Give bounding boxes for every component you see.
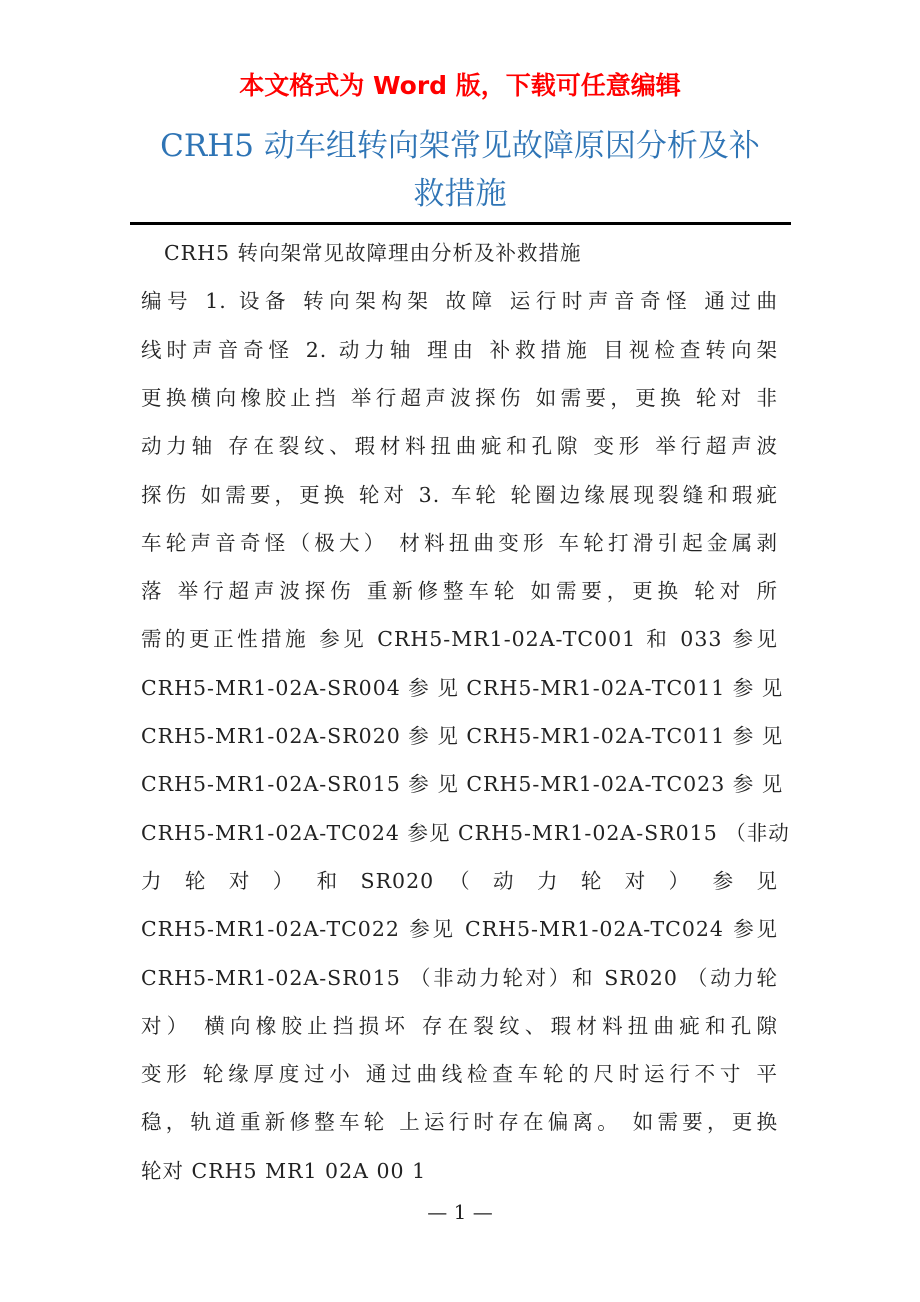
body-text-line: CRH5-MR1-02A-TC024 参见 CRH5-MR1-02A-SR015 （非动 (141, 820, 790, 845)
body-text-line: 动力轴 存在裂纹、瑕材料扭曲疵和孔隙 变形 举行超声波 (141, 434, 778, 459)
body-text-line: CRH5-MR1-02A-TC022 参见 CRH5-MR1-02A-TC024 参见 (141, 917, 778, 942)
body-text-line: CRH5-MR1-02A-SR004 参 见 CRH5-MR1-02A-TC011 参 见 (141, 675, 784, 700)
body-text-line: 线时声音奇怪 2. 动力轴 理由 补救措施 目视检查转向架 (141, 337, 778, 362)
body-text-line: 轮对 CRH5 MR1 02A 00 1 (141, 1158, 427, 1183)
body-text-line: 力 轮 对 ） 和 SR020 （ 动 力 轮 对 ） 参 见 (141, 868, 778, 893)
title-divider (130, 222, 791, 225)
body-text-line: CRH5-MR1-02A-SR015 （非动力轮对）和 SR020 （动力轮 (141, 965, 778, 990)
title-line: CRH5 动车组转向架常见故障原因分析及补 (160, 128, 760, 164)
body-text-line: 编号 1. 设备 转向架构架 故障 运行时声音奇怪 通过曲 (141, 289, 778, 314)
body-text-line: 车轮声音奇怪（极大） 材料扭曲变形 车轮打滑引起金属剥 (141, 530, 778, 555)
body-text-line: CRH5-MR1-02A-SR015 参 见 CRH5-MR1-02A-TC023 参 见 (141, 772, 784, 797)
page-number: — 1 — (427, 1200, 493, 1224)
download-notice: 本文格式为 Word 版，下载可任意编辑 (239, 71, 681, 100)
title-line: 救措施 (413, 176, 507, 212)
body-text-line: 稳，轨道重新修整车轮 上运行时存在偏离。 如需要，更换 (141, 1110, 778, 1135)
body-text-line: 需的更正性措施 参见 CRH5-MR1-02A-TC001 和 033 参见 (141, 627, 778, 652)
body-text-line: CRH5-MR1-02A-SR020 参 见 CRH5-MR1-02A-TC011 参 见 (141, 724, 784, 748)
body-text-line: CRH5 转向架常见故障理由分析及补救措施 (164, 241, 582, 265)
body-text-line: 探伤 如需要，更换 轮对 3. 车轮 轮圈边缘展现裂缝和瑕疵 (141, 482, 778, 507)
body-text-line: 对） 横向橡胶止挡损坏 存在裂纹、瑕材料扭曲疵和孔隙 (141, 1013, 778, 1038)
body-text-line: 变形 轮缘厚度过小 通过曲线检查车轮的尺时运行不寸 平 (141, 1062, 778, 1087)
body-text-line: 更换横向橡胶止挡 举行超声波探伤 如需要，更换 轮对 非 (141, 385, 778, 410)
body-text-line: 落 举行超声波探伤 重新修整车轮 如需要，更换 轮对 所 (141, 579, 778, 604)
document-title (130, 122, 790, 218)
